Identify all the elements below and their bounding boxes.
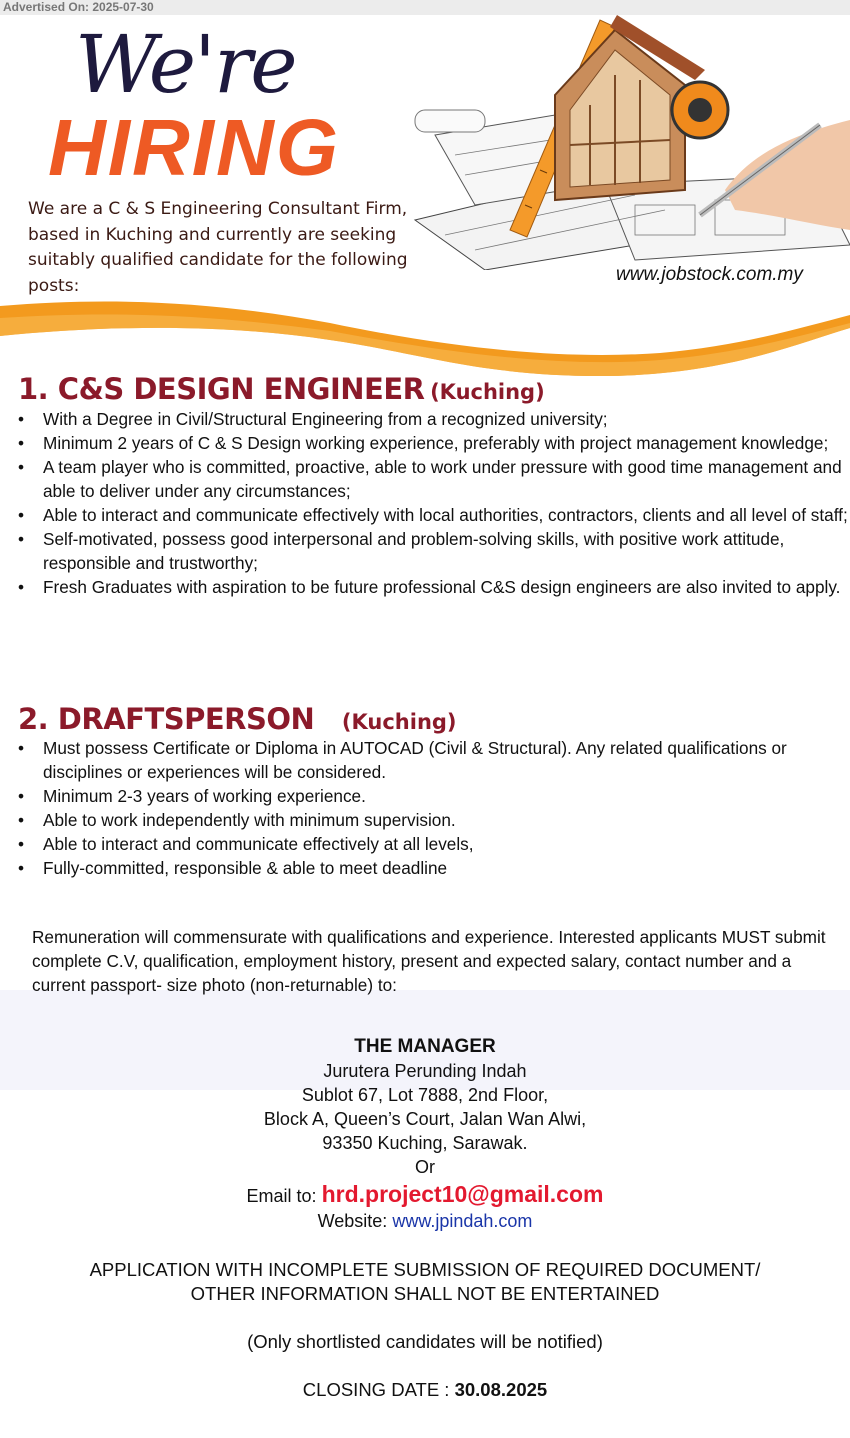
list-item: • Able to interact and communicate effectively with local authorities, contractors, clients and all level of staff; [18,503,848,527]
list-item: • Minimum 2-3 years of working experience. [18,784,818,808]
email-label: Email to: [246,1186,317,1206]
remuneration-text: Remuneration will commensurate with qualifications and experience. Interested applicants MUST submit complete C.V, qualification, employment history, present and expected salary, contact number and a current passport- size photo (non-returnable) to: [32,927,826,995]
shortlist-note: (Only shortlisted candidates will be notified) [247,1331,603,1352]
job-1-title [18,372,545,406]
company-name: Jurutera Perunding Indah [323,1061,527,1081]
hiring-heading: HIRING [48,103,340,192]
notice-line-2: OTHER INFORMATION SHALL NOT BE ENTERTAINED [190,1283,660,1304]
list-item: • With a Degree in Civil/Structural Engineering from a recognized university; [18,407,848,431]
list-item: • Minimum 2 years of C & S Design working experience, preferably with project management knowledge; [18,431,848,455]
website-link[interactable]: www.jpindah.com [392,1211,533,1231]
were-heading: We're [75,18,296,111]
job-1-location: (Kuching) [430,380,545,404]
job-2-location: (Kuching) [341,710,457,734]
list-item: • Able to interact and communicate effectively at all levels, [18,832,818,856]
job-2-requirements [18,736,818,880]
intro-text: We are a C & S Engineering Consultant Firm, based in Kuching and currently are seeking suitably qualified candidate for the following posts: [28,199,408,296]
advertised-date: Advertised On: 2025-07-30 [0,0,850,15]
manager-heading: THE MANAGER [354,1036,496,1057]
closing-date [0,1378,850,1402]
email-line [0,1182,850,1208]
website-label: Website: [317,1211,388,1231]
job-1-requirements [18,407,848,599]
house-blueprint-illustration [395,15,850,270]
list-item: • Must possess Certificate or Diploma in AUTOCAD (Civil & Structural). Any related qualifications or disciplines or experiences will be considered. [18,736,818,784]
orange-wave-divider [0,298,850,378]
list-item: • A team player who is committed, proactive, able to work under pressure with good time management and able to deliver under any circumstances; [18,455,848,503]
list-item: • Fully-committed, responsible & able to meet deadline [18,856,818,880]
job-1-name: 1. C&S DESIGN ENGINEER [18,372,425,406]
job-2-title [18,702,457,736]
closing-label: CLOSING DATE : [302,1379,450,1400]
job-2-name: 2. DRAFTSPERSON [18,702,315,736]
jobstock-website: www.jobstock.com.my [616,264,803,285]
email-link[interactable]: hrd.project10@gmail.com [321,1181,604,1207]
address-line-2: Block A, Queen’s Court, Jalan Wan Alwi, [263,1109,587,1129]
address-line-3: 93350 Kuching, Sarawak. [322,1133,528,1153]
website-line [0,1209,850,1233]
list-item: • Fresh Graduates with aspiration to be future professional C&S design engineers are also invited to apply. [18,575,848,599]
or-text: Or [415,1157,435,1177]
closing-date-value: 30.08.2025 [454,1379,548,1400]
notice-line-1: APPLICATION WITH INCOMPLETE SUBMISSION OF REQUIRED DOCUMENT/ [89,1259,761,1280]
list-item: • Self-motivated, possess good interpersonal and problem-solving skills, with positive work attitude, responsible and trustworthy; [18,527,848,575]
address-line-1: Sublot 67, Lot 7888, 2nd Floor, [301,1085,549,1105]
list-item: • Able to work independently with minimum supervision. [18,808,818,832]
